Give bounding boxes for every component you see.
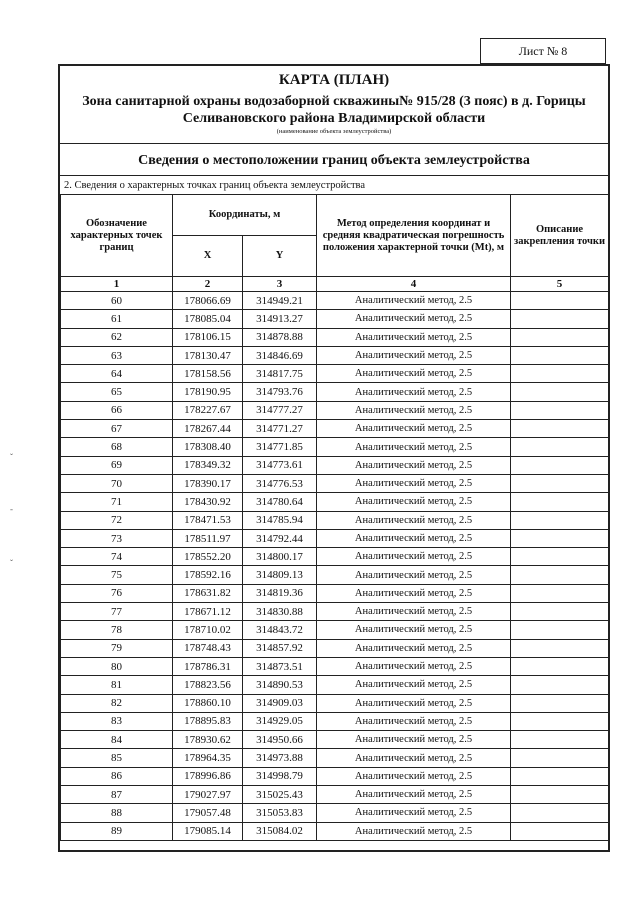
y-coordinate-cell: 314771.27 [243, 420, 317, 438]
description-cell [511, 292, 609, 310]
x-coordinate-cell: 178085.04 [173, 310, 243, 328]
document-title: КАРТА (ПЛАН) [278, 72, 390, 88]
boundary-points-table [60, 194, 609, 841]
method-cell: Аналитический метод, 2.5 [317, 767, 511, 785]
object-name: Зона санитарной охраны водозаборной скважины№ 915/28 (3 пояс) в д. Горицы Селивановского района Владимирской области [82, 94, 586, 126]
y-coordinate-cell: 314780.64 [243, 493, 317, 511]
method-cell: Аналитический метод, 2.5 [317, 712, 511, 730]
y-coordinate-cell: 315084.02 [243, 822, 317, 840]
description-cell [511, 786, 609, 804]
method-cell: Аналитический метод, 2.5 [317, 346, 511, 364]
table-row [61, 767, 609, 785]
x-coordinate-cell: 178066.69 [173, 292, 243, 310]
x-coordinate-cell: 179027.97 [173, 786, 243, 804]
subsection-title: 2. Сведения о характерных точках границ объекта землеустройства [64, 180, 366, 191]
point-id-cell: 80 [61, 657, 173, 675]
description-cell [511, 401, 609, 419]
y-coordinate-cell: 314950.66 [243, 731, 317, 749]
column-number: 2 [173, 277, 243, 292]
table-row [61, 731, 609, 749]
table-row [61, 749, 609, 767]
y-coordinate-cell: 315053.83 [243, 804, 317, 822]
x-coordinate-cell: 178511.97 [173, 529, 243, 547]
description-cell [511, 310, 609, 328]
method-cell: Аналитический метод, 2.5 [317, 292, 511, 310]
table-row [61, 438, 609, 456]
point-id-cell: 62 [61, 328, 173, 346]
x-coordinate-cell: 178349.32 [173, 456, 243, 474]
x-coordinate-cell: 178671.12 [173, 603, 243, 621]
description-cell [511, 804, 609, 822]
method-cell: Аналитический метод, 2.5 [317, 786, 511, 804]
table-row [61, 456, 609, 474]
y-coordinate-cell: 315025.43 [243, 786, 317, 804]
method-cell: Аналитический метод, 2.5 [317, 420, 511, 438]
x-coordinate-cell: 178130.47 [173, 346, 243, 364]
x-coordinate-cell: 178267.44 [173, 420, 243, 438]
description-cell [511, 639, 609, 657]
description-cell [511, 749, 609, 767]
y-coordinate-cell: 314777.27 [243, 401, 317, 419]
point-id-cell: 65 [61, 383, 173, 401]
point-id-cell: 84 [61, 731, 173, 749]
x-coordinate-cell: 178390.17 [173, 474, 243, 492]
x-coordinate-cell: 178860.10 [173, 694, 243, 712]
x-coordinate-cell: 178592.16 [173, 566, 243, 584]
table-row [61, 657, 609, 675]
x-coordinate-cell: 178430.92 [173, 493, 243, 511]
x-coordinate-cell: 178895.83 [173, 712, 243, 730]
point-id-cell: 60 [61, 292, 173, 310]
method-cell: Аналитический метод, 2.5 [317, 676, 511, 694]
table-row [61, 804, 609, 822]
method-cell: Аналитический метод, 2.5 [317, 566, 511, 584]
description-cell [511, 767, 609, 785]
column-number: 4 [317, 277, 511, 292]
header-method: Метод определения координат и средняя квадратическая погрешность положения характерной точки (Mt), м [317, 195, 511, 277]
x-coordinate-cell: 178552.20 [173, 548, 243, 566]
column-number: 1 [61, 277, 173, 292]
method-cell: Аналитический метод, 2.5 [317, 548, 511, 566]
method-cell: Аналитический метод, 2.5 [317, 529, 511, 547]
method-cell: Аналитический метод, 2.5 [317, 822, 511, 840]
x-coordinate-cell: 179057.48 [173, 804, 243, 822]
point-id-cell: 81 [61, 676, 173, 694]
method-cell: Аналитический метод, 2.5 [317, 401, 511, 419]
scan-mark: ˇ [10, 558, 13, 568]
scan-mark: - [10, 504, 13, 514]
description-cell [511, 657, 609, 675]
y-coordinate-cell: 314817.75 [243, 365, 317, 383]
method-cell: Аналитический метод, 2.5 [317, 749, 511, 767]
object-name-caption: (наименование объекта землеустройства) [276, 128, 392, 135]
table-row [61, 822, 609, 840]
method-cell: Аналитический метод, 2.5 [317, 474, 511, 492]
x-coordinate-cell: 178631.82 [173, 584, 243, 602]
point-id-cell: 72 [61, 511, 173, 529]
table-row [61, 786, 609, 804]
y-coordinate-cell: 314785.94 [243, 511, 317, 529]
description-cell [511, 346, 609, 364]
table-row [61, 566, 609, 584]
point-id-cell: 66 [61, 401, 173, 419]
method-cell: Аналитический метод, 2.5 [317, 657, 511, 675]
point-id-cell: 74 [61, 548, 173, 566]
table-row [61, 694, 609, 712]
y-coordinate-cell: 314878.88 [243, 328, 317, 346]
description-cell [511, 566, 609, 584]
method-cell: Аналитический метод, 2.5 [317, 804, 511, 822]
x-coordinate-cell: 178308.40 [173, 438, 243, 456]
y-coordinate-cell: 314846.69 [243, 346, 317, 364]
header-x: X [173, 236, 243, 277]
column-number: 5 [511, 277, 609, 292]
x-coordinate-cell: 178227.67 [173, 401, 243, 419]
table-row [61, 346, 609, 364]
x-coordinate-cell: 178748.43 [173, 639, 243, 657]
table-row [61, 292, 609, 310]
method-cell: Аналитический метод, 2.5 [317, 603, 511, 621]
header-designation: Обозначение характерных точек границ [61, 195, 173, 277]
y-coordinate-cell: 314857.92 [243, 639, 317, 657]
x-coordinate-cell: 178190.95 [173, 383, 243, 401]
point-id-cell: 76 [61, 584, 173, 602]
point-id-cell: 79 [61, 639, 173, 657]
document-header [60, 66, 608, 144]
x-coordinate-cell: 178471.53 [173, 511, 243, 529]
point-id-cell: 83 [61, 712, 173, 730]
y-coordinate-cell: 314843.72 [243, 621, 317, 639]
point-id-cell: 73 [61, 529, 173, 547]
table-row [61, 584, 609, 602]
description-cell [511, 676, 609, 694]
y-coordinate-cell: 314873.51 [243, 657, 317, 675]
method-cell: Аналитический метод, 2.5 [317, 621, 511, 639]
sheet-number-label: Лист № 8 [480, 38, 606, 64]
y-coordinate-cell: 314771.85 [243, 438, 317, 456]
x-coordinate-cell: 178106.15 [173, 328, 243, 346]
y-coordinate-cell: 314830.88 [243, 603, 317, 621]
point-id-cell: 86 [61, 767, 173, 785]
point-id-cell: 78 [61, 621, 173, 639]
method-cell: Аналитический метод, 2.5 [317, 639, 511, 657]
scan-mark: ˇ [10, 452, 13, 462]
x-coordinate-cell: 178996.86 [173, 767, 243, 785]
y-coordinate-cell: 314800.17 [243, 548, 317, 566]
description-cell [511, 584, 609, 602]
table-row [61, 474, 609, 492]
y-coordinate-cell: 314913.27 [243, 310, 317, 328]
table-row [61, 621, 609, 639]
description-cell [511, 456, 609, 474]
table-row [61, 676, 609, 694]
table-row [61, 529, 609, 547]
point-id-cell: 82 [61, 694, 173, 712]
method-cell: Аналитический метод, 2.5 [317, 383, 511, 401]
table-row [61, 401, 609, 419]
y-coordinate-cell: 314819.36 [243, 584, 317, 602]
method-cell: Аналитический метод, 2.5 [317, 731, 511, 749]
method-cell: Аналитический метод, 2.5 [317, 511, 511, 529]
y-coordinate-cell: 314998.79 [243, 767, 317, 785]
table-row [61, 603, 609, 621]
point-id-cell: 89 [61, 822, 173, 840]
point-id-cell: 85 [61, 749, 173, 767]
table-body [61, 292, 609, 841]
description-cell [511, 474, 609, 492]
point-id-cell: 71 [61, 493, 173, 511]
table-row [61, 365, 609, 383]
description-cell [511, 548, 609, 566]
point-id-cell: 64 [61, 365, 173, 383]
table-row [61, 493, 609, 511]
point-id-cell: 67 [61, 420, 173, 438]
method-cell: Аналитический метод, 2.5 [317, 365, 511, 383]
description-cell [511, 328, 609, 346]
description-cell [511, 438, 609, 456]
x-coordinate-cell: 178710.02 [173, 621, 243, 639]
x-coordinate-cell: 178158.56 [173, 365, 243, 383]
y-coordinate-cell: 314909.03 [243, 694, 317, 712]
y-coordinate-cell: 314929.05 [243, 712, 317, 730]
table-row [61, 420, 609, 438]
section-title: Сведения о местоположении границ объекта землеустройства [60, 146, 608, 176]
description-cell [511, 694, 609, 712]
description-cell [511, 621, 609, 639]
description-cell [511, 511, 609, 529]
column-number: 3 [243, 277, 317, 292]
method-cell: Аналитический метод, 2.5 [317, 310, 511, 328]
description-cell [511, 383, 609, 401]
table-row [61, 328, 609, 346]
x-coordinate-cell: 179085.14 [173, 822, 243, 840]
header-y: Y [243, 236, 317, 277]
description-cell [511, 603, 609, 621]
description-cell [511, 731, 609, 749]
table-row [61, 383, 609, 401]
table-row [61, 639, 609, 657]
y-coordinate-cell: 314949.21 [243, 292, 317, 310]
description-cell [511, 529, 609, 547]
y-coordinate-cell: 314773.61 [243, 456, 317, 474]
point-id-cell: 68 [61, 438, 173, 456]
description-cell [511, 420, 609, 438]
method-cell: Аналитический метод, 2.5 [317, 438, 511, 456]
x-coordinate-cell: 178823.56 [173, 676, 243, 694]
point-id-cell: 61 [61, 310, 173, 328]
point-id-cell: 63 [61, 346, 173, 364]
method-cell: Аналитический метод, 2.5 [317, 694, 511, 712]
y-coordinate-cell: 314776.53 [243, 474, 317, 492]
x-coordinate-cell: 178964.35 [173, 749, 243, 767]
method-cell: Аналитический метод, 2.5 [317, 584, 511, 602]
description-cell [511, 822, 609, 840]
point-id-cell: 75 [61, 566, 173, 584]
y-coordinate-cell: 314809.13 [243, 566, 317, 584]
x-coordinate-cell: 178930.62 [173, 731, 243, 749]
table-row [61, 511, 609, 529]
y-coordinate-cell: 314792.44 [243, 529, 317, 547]
table-row [61, 310, 609, 328]
y-coordinate-cell: 314793.76 [243, 383, 317, 401]
point-id-cell: 87 [61, 786, 173, 804]
description-cell [511, 712, 609, 730]
method-cell: Аналитический метод, 2.5 [317, 456, 511, 474]
table-row [61, 548, 609, 566]
point-id-cell: 69 [61, 456, 173, 474]
table-row [61, 712, 609, 730]
method-cell: Аналитический метод, 2.5 [317, 493, 511, 511]
point-id-cell: 77 [61, 603, 173, 621]
header-coordinates: Координаты, м [173, 195, 317, 236]
x-coordinate-cell: 178786.31 [173, 657, 243, 675]
method-cell: Аналитический метод, 2.5 [317, 328, 511, 346]
point-id-cell: 70 [61, 474, 173, 492]
description-cell [511, 365, 609, 383]
y-coordinate-cell: 314973.88 [243, 749, 317, 767]
y-coordinate-cell: 314890.53 [243, 676, 317, 694]
point-id-cell: 88 [61, 804, 173, 822]
header-description: Описание закрепления точки [511, 195, 609, 277]
description-cell [511, 493, 609, 511]
